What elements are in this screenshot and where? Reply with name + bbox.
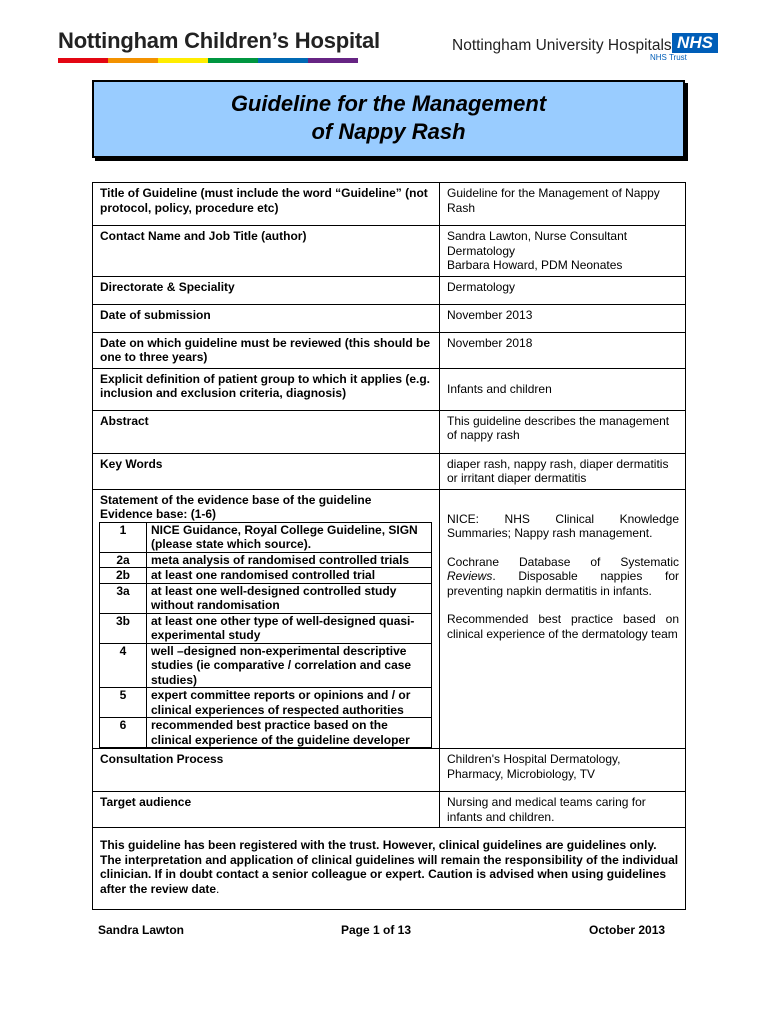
title-line-2: of Nappy Rash bbox=[311, 119, 466, 144]
row-label: Key Words bbox=[93, 453, 440, 489]
evidence-answer-p2-text: Cochrane Database of Systematic bbox=[447, 554, 679, 569]
table-row bbox=[93, 226, 686, 277]
evidence-level-description: expert committee reports or opinions and / or clinical experiences of respected authorities bbox=[147, 688, 432, 718]
evidence-level-description: at least one well-designed controlled study without randomisation bbox=[147, 583, 432, 613]
evidence-level-description: at least one other type of well-designed quasi-experimental study bbox=[147, 613, 432, 643]
row-value: Dermatology bbox=[440, 276, 686, 304]
evidence-heading: Statement of the evidence base of the guideline bbox=[100, 492, 372, 507]
title-line-1: Guideline for the Management bbox=[230, 91, 547, 116]
row-value bbox=[440, 226, 686, 277]
hospital-name: Nottingham Children’s Hospital bbox=[58, 28, 380, 53]
disclaimer-text: This guideline has been registered with the trust. However, clinical guidelines are guidelines only. The interpretation and application of clinical guidelines will remain the responsibility of the individual clinician. If in doubt contact a senior colleague or expert. Caution is advised when using guidelines after the review date bbox=[100, 838, 679, 896]
evidence-base-heading: Evidence base: (1-6) bbox=[100, 507, 217, 521]
row-value: Infants and children bbox=[440, 368, 686, 410]
row-value: November 2013 bbox=[440, 304, 686, 332]
evidence-answer-p3: Recommended best practice based on clinical experience of the dermatology team bbox=[447, 612, 679, 641]
row-label: Directorate & Speciality bbox=[93, 276, 440, 304]
stripe-orange bbox=[108, 58, 158, 63]
table-row bbox=[93, 332, 686, 368]
disclaimer-cell bbox=[93, 828, 686, 910]
stripe-blue bbox=[258, 58, 308, 63]
row-label: Date on which guideline must be reviewed (this should be one to three years) bbox=[93, 332, 440, 368]
evidence-level-row bbox=[100, 583, 432, 613]
author-2: Barbara Howard, PDM Neonates bbox=[447, 258, 623, 272]
row-value: Children's Hospital Dermatology, Pharmacy, Microbiology, TV bbox=[440, 749, 686, 792]
row-value: This guideline describes the management of nappy rash bbox=[440, 410, 686, 453]
evidence-level-code: 4 bbox=[100, 643, 147, 688]
row-label: Explicit definition of patient group to which it applies (e.g. inclusion and exclusion criteria, diagnosis) bbox=[93, 368, 440, 410]
evidence-level-code: 3a bbox=[100, 583, 147, 613]
row-value: November 2018 bbox=[440, 332, 686, 368]
table-row bbox=[93, 183, 686, 226]
table-row bbox=[93, 368, 686, 410]
stripe-red bbox=[58, 58, 108, 63]
evidence-level-code: 3b bbox=[100, 613, 147, 643]
row-value: diaper rash, nappy rash, diaper dermatitis or irritant diaper dermatitis bbox=[440, 453, 686, 489]
author-1: Sandra Lawton, Nurse Consultant Dermatology bbox=[447, 229, 628, 258]
nhs-trust-label: NHS Trust bbox=[650, 53, 687, 62]
footer-date: October 2013 bbox=[589, 923, 666, 937]
evidence-level-row bbox=[100, 613, 432, 643]
row-label: Contact Name and Job Title (author) bbox=[93, 226, 440, 277]
evidence-answer-p2-text-end: . Disposable nappies for preventing napkin dermatitis in infants. bbox=[447, 569, 679, 598]
evidence-level-row bbox=[100, 688, 432, 718]
footer-page: Page 1 of 13 bbox=[341, 923, 412, 937]
evidence-level-description: well –designed non-experimental descriptive studies (ie comparative / correlation and case studies) bbox=[147, 643, 432, 688]
evidence-level-row bbox=[100, 522, 432, 552]
evidence-levels-table bbox=[99, 522, 432, 749]
evidence-level-row bbox=[100, 718, 432, 748]
row-value: Guideline for the Management of Nappy Rash bbox=[440, 183, 686, 226]
evidence-answer-p2 bbox=[447, 555, 679, 599]
disclaimer-row bbox=[93, 828, 686, 910]
footer-author: Sandra Lawton bbox=[98, 923, 185, 937]
evidence-answer-p2-italic: Reviews bbox=[447, 569, 493, 583]
table-row bbox=[93, 276, 686, 304]
nuh-name: Nottingham University Hospitals bbox=[452, 37, 672, 54]
evidence-level-code: 5 bbox=[100, 688, 147, 718]
row-label: Abstract bbox=[93, 410, 440, 453]
nhs-logo: NHS bbox=[672, 33, 718, 53]
guideline-info-table bbox=[92, 182, 686, 910]
row-label: Target audience bbox=[93, 792, 440, 828]
evidence-level-code: 6 bbox=[100, 718, 147, 748]
evidence-level-description: meta analysis of randomised controlled trials bbox=[147, 552, 432, 568]
evidence-level-row bbox=[100, 643, 432, 688]
evidence-level-code: 2a bbox=[100, 552, 147, 568]
evidence-level-row bbox=[100, 568, 432, 584]
evidence-answer bbox=[440, 489, 686, 749]
evidence-level-description: NICE Guidance, Royal College Guideline, SIGN (please state which source). bbox=[147, 522, 432, 552]
disclaimer-period: . bbox=[216, 881, 220, 896]
row-label: Date of submission bbox=[93, 304, 440, 332]
evidence-level-code: 2b bbox=[100, 568, 147, 584]
row-value: Nursing and medical teams caring for infants and children. bbox=[440, 792, 686, 828]
stripe-yellow bbox=[158, 58, 208, 63]
evidence-cell bbox=[93, 489, 440, 749]
row-label: Consultation Process bbox=[93, 749, 440, 792]
table-row bbox=[93, 410, 686, 453]
evidence-level-description: recommended best practice based on the clinical experience of the guideline developer bbox=[147, 718, 432, 748]
rainbow-stripe bbox=[58, 58, 358, 63]
table-row bbox=[93, 792, 686, 828]
table-row bbox=[93, 749, 686, 792]
table-row bbox=[93, 304, 686, 332]
guideline-title-box bbox=[92, 80, 685, 158]
row-label: Title of Guideline (must include the word “Guideline” (not protocol, policy, procedure etc) bbox=[93, 183, 440, 226]
evidence-level-description: at least one randomised controlled trial bbox=[147, 568, 432, 584]
evidence-row bbox=[93, 489, 686, 749]
stripe-purple bbox=[308, 58, 358, 63]
stripe-green bbox=[208, 58, 258, 63]
evidence-answer-p1: NICE: NHS Clinical Knowledge Summaries; Nappy rash management. bbox=[447, 511, 679, 540]
table-row bbox=[93, 453, 686, 489]
evidence-level-code: 1 bbox=[100, 522, 147, 552]
evidence-level-row bbox=[100, 552, 432, 568]
